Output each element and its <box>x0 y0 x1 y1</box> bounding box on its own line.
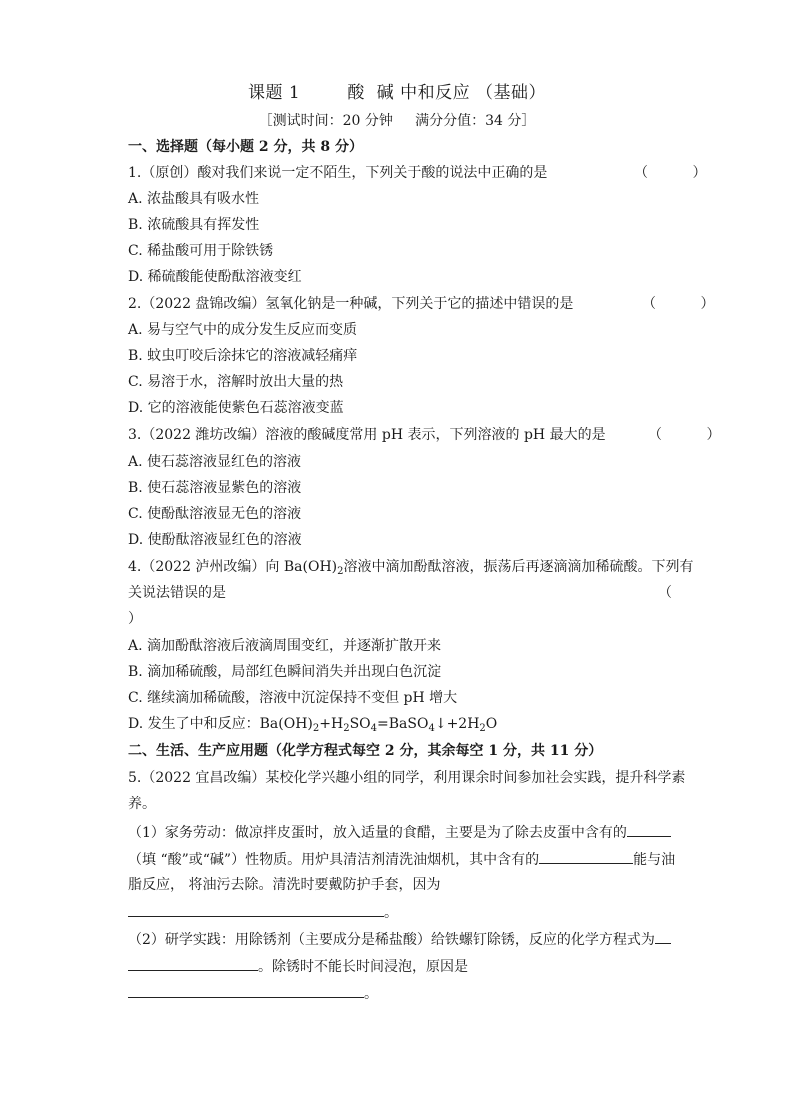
answer-blank-2[interactable] <box>539 849 633 864</box>
question-5-part1-line3: 脂反应， 将油污去除。清洗时要戴防护手套，因为 <box>128 877 441 893</box>
question-3-stem: 3.（2022 潍坊改编）溶液的酸碱度常用 pH 表示，下列溶液的 pH 最大的是 <box>128 427 606 443</box>
answer-blank-5[interactable] <box>128 983 364 998</box>
question-2-stem: 2.（2022 盘锦改编）氢氧化钠是一种碱，下列关于它的描述中错误的是 <box>128 296 574 312</box>
question-1-answer-paren[interactable]: （ ） <box>634 165 707 181</box>
equation-subscript: 2 <box>479 723 486 734</box>
question-5-stem-line1: 5.（2022 宜昌改编）某校化学兴趣小组的同学，利用课余时间参加社会实践，提升科学素 <box>128 770 686 786</box>
equation-subscript: 2 <box>343 723 350 734</box>
question-5-part1-line1 <box>128 822 728 843</box>
equation-part: O <box>485 716 498 732</box>
question-5-part1-text: （填 “酸”或“碱”）性物质。用炉具清洁剂清洗油烟机，其中含有的 <box>128 852 540 868</box>
question-5-part2-line3 <box>128 983 728 1004</box>
equation-part: D. 发生了中和反应：Ba(OH) <box>128 716 313 732</box>
question-2-option-b: B. 蚊虫叮咬后涂抹它的溶液减轻痛痒 <box>128 348 358 364</box>
question-5-part2-line1 <box>128 929 728 950</box>
period: 。 <box>364 986 378 1002</box>
question-5-part2-text: 。除锈时不能长时间浸泡，原因是 <box>258 959 468 975</box>
answer-blank-4[interactable] <box>655 929 671 944</box>
answer-blank-4-cont[interactable] <box>128 956 258 971</box>
question-2-option-c: C. 易溶于水，溶解时放出大量的热 <box>128 374 344 390</box>
question-3-option-b: B. 使石蕊溶液显紫色的溶液 <box>128 480 302 496</box>
equation-subscript: 4 <box>370 723 378 734</box>
answer-blank-3[interactable] <box>128 902 384 917</box>
period: 。 <box>384 905 398 921</box>
question-5-part2-text: （2）研学实践：用除锈剂（主要成分是稀盐酸）给铁螺钉除锈，反应的化学方程式为 <box>128 932 655 948</box>
question-2-option-d: D. 它的溶液能使紫色石蕊溶液变蓝 <box>128 400 344 416</box>
question-4-subscript: 2 <box>337 566 344 577</box>
question-4-answer-paren-close[interactable]: ） <box>128 611 142 627</box>
question-3-answer-paren[interactable]: （ ） <box>648 427 721 443</box>
question-3-option-d: D. 使酚酞溶液显红色的溶液 <box>128 532 302 548</box>
equation-subscript: 2 <box>312 723 320 734</box>
question-4-option-d <box>128 714 728 739</box>
equation-part: =BaSO <box>377 716 429 732</box>
question-1-option-d: D. 稀硫酸能使酚酞溶液变红 <box>128 269 302 285</box>
equation-part: ↓+2H <box>434 716 480 732</box>
question-4-answer-paren-open[interactable]: （ <box>658 585 672 601</box>
question-2-answer-paren[interactable]: （ ） <box>642 296 715 312</box>
question-5-part1-line2 <box>128 849 728 870</box>
question-5-stem-line2: 养。 <box>128 796 156 812</box>
question-5-part1-text: （1）家务劳动：做凉拌皮蛋时，放入适量的食醋，主要是为了除去皮蛋中含有的 <box>128 825 627 841</box>
question-4-option-b: B. 滴加稀硫酸，局部红色瞬间消失并出现白色沉淀 <box>128 664 442 680</box>
question-4-stem-part1: 4.（2022 泸州改编）向 Ba(OH) <box>128 559 338 575</box>
page-subtitle: ［测试时间：20 分钟 满分分值：34 分］ <box>258 113 536 129</box>
question-2-option-a: A. 易与空气中的成分发生反应而变质 <box>128 322 358 338</box>
question-3-option-c: C. 使酚酞溶液显无色的溶液 <box>128 506 302 522</box>
question-5-part2-line2 <box>128 956 728 977</box>
question-4-option-a: A. 滴加酚酞溶液后液滴周围变红，并逐渐扩散开来 <box>128 638 442 654</box>
section-heading-choice: 一、选择题（每小题 2 分，共 8 分） <box>128 139 363 155</box>
question-5-part1-line4 <box>128 902 728 923</box>
section-heading-application: 二、生活、生产应用题（化学方程式每空 2 分，其余每空 1 分，共 11 分） <box>128 743 603 759</box>
question-5-part1-text: 能与油 <box>633 852 676 868</box>
question-4-stem-line1 <box>128 557 728 582</box>
question-4-option-c: C. 继续滴加稀硫酸，溶液中沉淀保持不变但 pH 增大 <box>128 690 458 706</box>
question-4-stem-part2: 溶液中滴加酚酞溶液，振荡后再逐滴滴加稀硫酸。下列有 <box>343 559 694 575</box>
equation-part: +H <box>319 716 344 732</box>
question-4-stem-line2: 关说法错误的是 <box>128 585 226 601</box>
equation-subscript: 4 <box>428 723 435 734</box>
equation-part: SO <box>349 716 371 732</box>
question-1-option-a: A. 浓盐酸具有吸水性 <box>128 191 260 207</box>
answer-blank-1[interactable] <box>627 822 671 837</box>
question-1-option-b: B. 浓硫酸具有挥发性 <box>128 217 260 233</box>
question-1-stem: 1.（原创）酸对我们来说一定不陌生，下列关于酸的说法中正确的是 <box>128 165 548 181</box>
page-title: 课题 1 酸 碱 中和反应 （基础） <box>247 83 547 103</box>
question-3-option-a: A. 使石蕊溶液显红色的溶液 <box>128 454 302 470</box>
question-1-option-c: C. 稀盐酸可用于除铁锈 <box>128 243 274 259</box>
